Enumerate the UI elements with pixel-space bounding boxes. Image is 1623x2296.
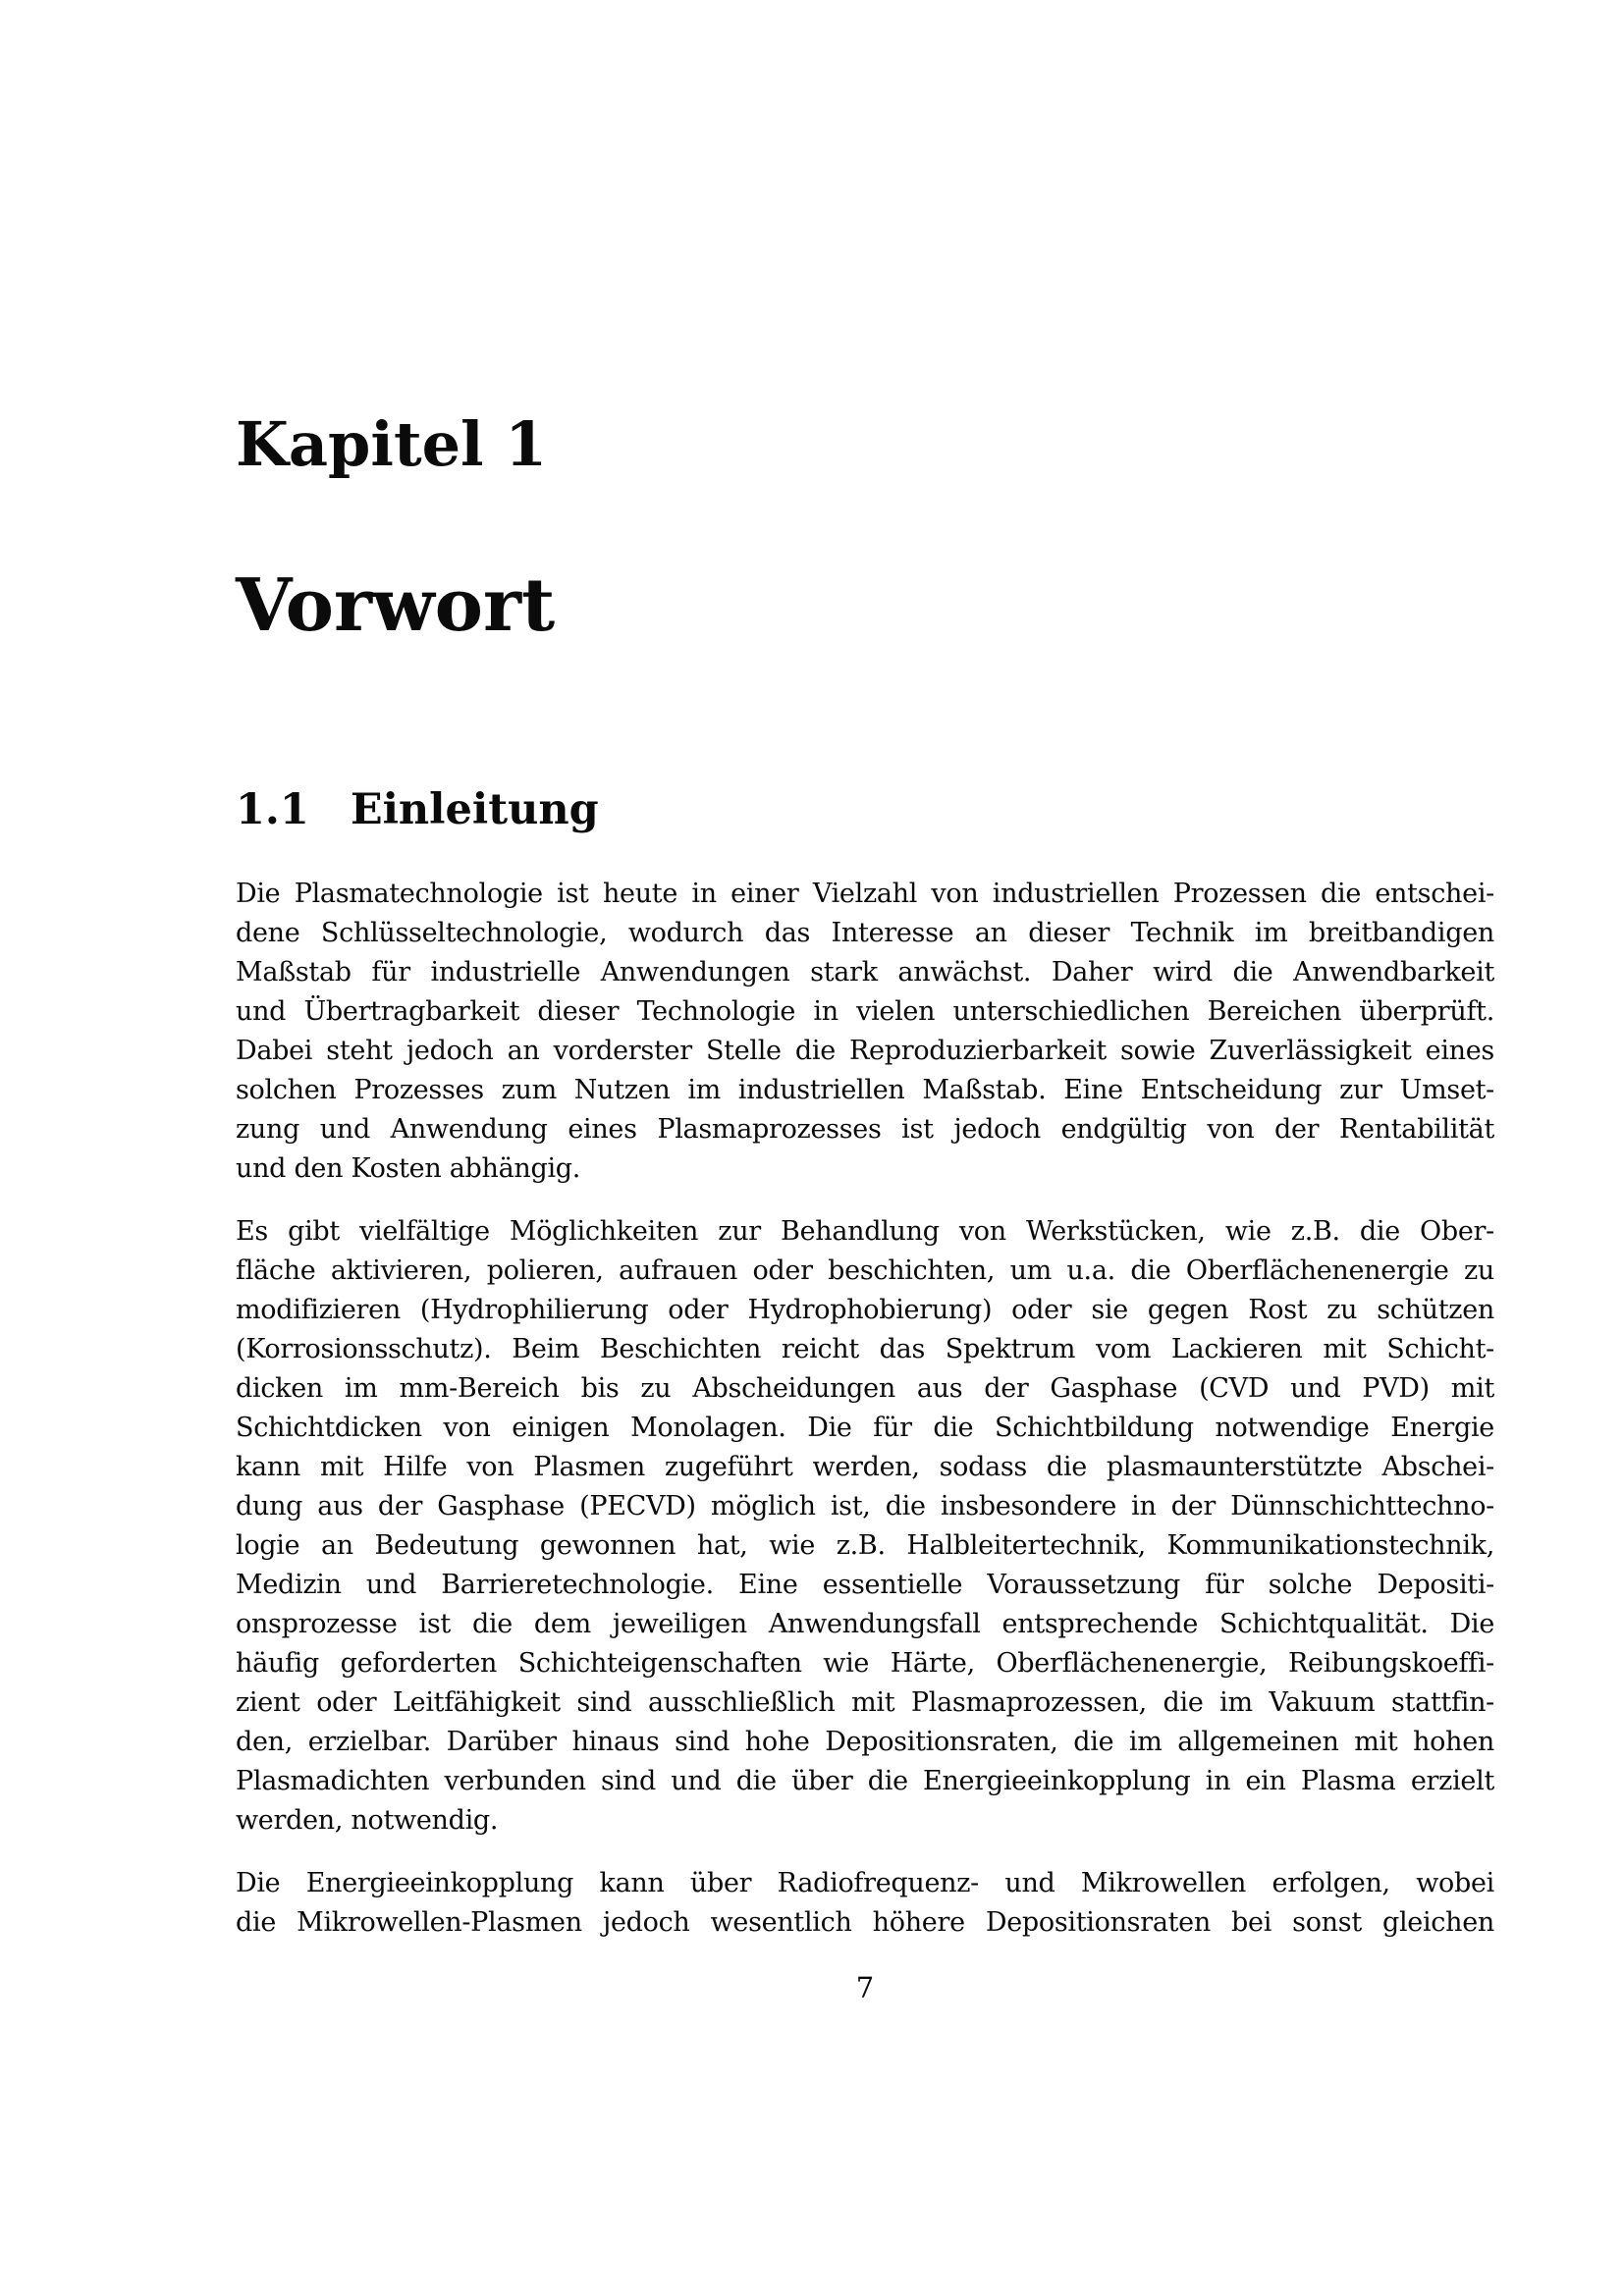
text-line: Es gibt vielfältige Möglichkeiten zur Behandlung von Werkstücken, wie z.B. die Ober- <box>236 1216 1494 1247</box>
text-line: Die Plasmatechnologie ist heute in einer Vielzahl von industriellen Prozessen die entschei- <box>236 879 1494 909</box>
text-line: werden, notwendig. <box>236 1805 499 1836</box>
text-line: Dabei steht jedoch an vorderster Stelle die Reproduzierbarkeit sowie Zuverlässigkeit eines <box>236 1036 1494 1066</box>
text-block <box>236 0 1494 1943</box>
text-line: onsprozesse ist die dem jeweiligen Anwendungsfall entsprechende Schichtqualität. Die <box>236 1609 1494 1639</box>
text-line: dene Schlüsseltechnologie, wodurch das Interesse an dieser Technik im breitbandigen <box>236 918 1494 948</box>
text-line: zient oder Leitfähigkeit sind ausschließlich mit Plasmaprozessen, die im Vakuum stattfin- <box>236 1687 1494 1718</box>
text-line: solchen Prozesses zum Nutzen im industriellen Maßstab. Eine Entscheidung zur Umset- <box>236 1075 1494 1105</box>
text-line: den, erzielbar. Darüber hinaus sind hohe Depositionsraten, die im allgemeinen mit hohen <box>236 1727 1494 1757</box>
paragraph <box>236 1864 1494 1943</box>
text-line: Plasmadichten verbunden sind und die über die Energieeinkopplung in ein Plasma erzielt <box>236 1766 1494 1796</box>
text-line: Schichtdicken von einigen Monolagen. Die für die Schichtbildung notwendige Energie <box>236 1413 1494 1443</box>
text-line: Die Energieeinkopplung kann über Radiofrequenz- und Mikrowellen erfolgen, wobei <box>236 1868 1494 1898</box>
section-number: 1.1 <box>236 785 309 834</box>
text-line: (Korrosionsschutz). Beim Beschichten reicht das Spektrum vom Lackieren mit Schicht- <box>236 1334 1494 1364</box>
text-line: Medizin und Barrieretechnologie. Eine essentielle Voraussetzung für solche Depositi- <box>236 1570 1494 1600</box>
text-line: und den Kosten abhängig. <box>236 1153 581 1184</box>
page-number: 7 <box>855 1971 875 2004</box>
text-line: und Übertragbarkeit dieser Technologie in vielen unterschiedlichen Bereichen überprüft. <box>236 996 1494 1027</box>
text-line: modifizieren (Hydrophilierung oder Hydrophobierung) oder sie gegen Rost zu schützen <box>236 1295 1494 1325</box>
text-line: logie an Bedeutung gewonnen hat, wie z.B. Halbleitertechnik, Kommunikationstechnik, <box>236 1530 1494 1561</box>
text-line: dicken im mm-Bereich bis zu Abscheidungen aus der Gasphase (CVD und PVD) mit <box>236 1373 1494 1404</box>
text-line: fläche aktivieren, polieren, aufrauen oder beschichten, um u.a. die Oberflächenenergie zu <box>236 1255 1494 1286</box>
text-line: zung und Anwendung eines Plasmaprozesses ist jedoch endgültig von der Rentabilität <box>236 1114 1494 1145</box>
text-line: Maßstab für industrielle Anwendungen stark anwächst. Daher wird die Anwendbarkeit <box>236 957 1494 988</box>
paragraph <box>236 1212 1494 1841</box>
text-line: kann mit Hilfe von Plasmen zugeführt werden, sodass die plasmaunterstützte Abschei- <box>236 1452 1494 1482</box>
chapter-title: Vorwort <box>236 563 556 648</box>
chapter-label: Kapitel 1 <box>236 408 548 480</box>
text-line: häufig geforderten Schichteigenschaften wie Härte, Oberflächenenergie, Reibungskoeffi- <box>236 1648 1494 1679</box>
text-line: dung aus der Gasphase (PECVD) möglich ist, die insbesondere in der Dünnschichttechno- <box>236 1491 1494 1522</box>
section-title: Einleitung <box>350 785 599 834</box>
section-heading <box>236 785 1494 834</box>
paragraph <box>236 875 1494 1189</box>
text-line: die Mikrowellen-Plasmen jedoch wesentlich höhere Depositionsraten bei sonst gleichen <box>236 1907 1494 1938</box>
